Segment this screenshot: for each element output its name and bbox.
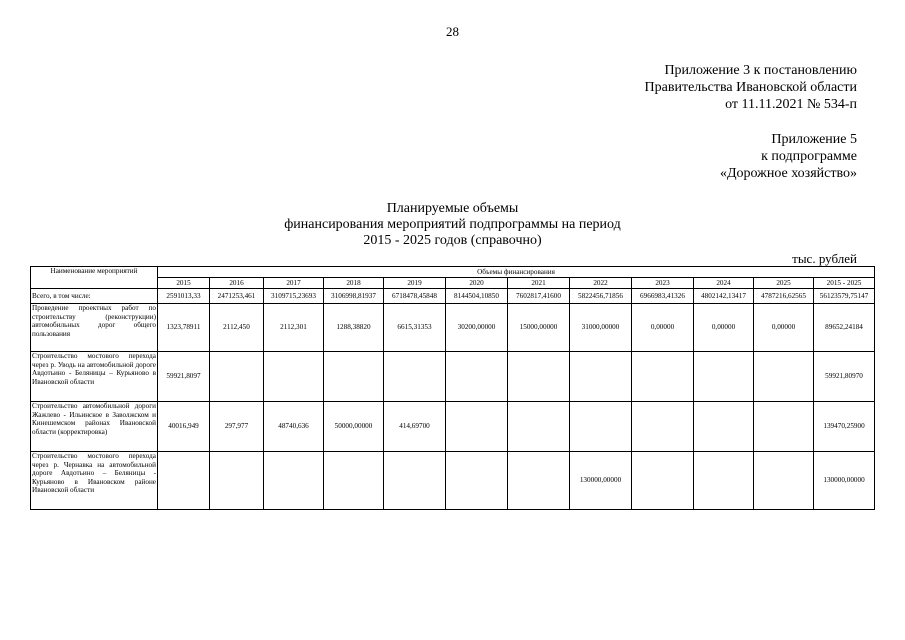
appendix-3-line-1: Приложение 3 к постановлению [664, 63, 857, 78]
value-cell: 2112,301 [264, 304, 324, 352]
value-cell: 15000,00000 [508, 304, 570, 352]
document-title [0, 201, 905, 249]
title-line-2: финансирования мероприятий подпрограммы на период [284, 217, 621, 232]
value-cell [508, 402, 570, 452]
value-cell: 7602817,41600 [508, 289, 570, 304]
value-cell [446, 402, 508, 452]
value-cell: 5822456,71856 [570, 289, 632, 304]
appendix-5-line-2: к подпрограмме [761, 149, 857, 164]
value-cell [264, 452, 324, 510]
appendix-5-header [720, 131, 857, 182]
year-header: 2021 [508, 278, 570, 289]
value-cell: 59921,8097 [158, 352, 210, 402]
event-name-cell: Строительство мостового перехода через р. Чернавка на автомобильной дороге Авдотьино – Беляницы - Курьяново в Ивановском районе Ивановской области [31, 452, 158, 510]
year-header: 2020 [446, 278, 508, 289]
value-cell [446, 352, 508, 402]
year-header: 2023 [632, 278, 694, 289]
year-header: 2015 - 2025 [814, 278, 875, 289]
value-cell [264, 352, 324, 402]
value-cell: 130000,00000 [570, 452, 632, 510]
value-cell [754, 402, 814, 452]
value-cell: 130000,00000 [814, 452, 875, 510]
value-cell [508, 352, 570, 402]
year-header: 2022 [570, 278, 632, 289]
value-cell: 8144504,10850 [446, 289, 508, 304]
value-cell [754, 452, 814, 510]
appendix-5-line-1: Приложение 5 [771, 132, 857, 147]
value-cell: 0,00000 [754, 304, 814, 352]
year-header: 2016 [210, 278, 264, 289]
units-label: тыс. рублей [792, 251, 857, 266]
table-row [31, 304, 875, 352]
title-line-3: 2015 - 2025 годов (справочно) [363, 233, 542, 248]
financing-table [30, 266, 875, 510]
value-cell [210, 452, 264, 510]
value-cell: 4787216,62565 [754, 289, 814, 304]
value-cell: 56123579,75147 [814, 289, 875, 304]
value-cell: 48740,636 [264, 402, 324, 452]
value-cell [324, 352, 384, 402]
name-column-header: Наименование мероприятий [31, 267, 158, 289]
event-name-cell: Строительство автомобильной дороги Жажлево - Ильинское в Заволжском и Кинешемском районах Ивановской области (корректировка) [31, 402, 158, 452]
value-cell [632, 452, 694, 510]
value-cell: 50000,00000 [324, 402, 384, 452]
financing-group-header: Объемы финансирования [158, 267, 875, 278]
value-cell [694, 352, 754, 402]
year-header: 2019 [384, 278, 446, 289]
value-cell [694, 452, 754, 510]
year-header: 2024 [694, 278, 754, 289]
table-row [31, 452, 875, 510]
value-cell: 4802142,13417 [694, 289, 754, 304]
value-cell: 89652,24184 [814, 304, 875, 352]
year-header: 2018 [324, 278, 384, 289]
value-cell: 59921,80970 [814, 352, 875, 402]
value-cell: 40016,949 [158, 402, 210, 452]
value-cell: 2591013,33 [158, 289, 210, 304]
value-cell [158, 452, 210, 510]
value-cell [324, 452, 384, 510]
event-name-cell: Всего, в том числе: [31, 289, 158, 304]
table-row [31, 352, 875, 402]
appendix-5-line-3: «Дорожное хозяйство» [719, 166, 857, 181]
appendix-3-line-2: Правительства Ивановской области [644, 80, 857, 95]
title-line-1: Планируемые объемы [386, 201, 519, 216]
year-header: 2025 [754, 278, 814, 289]
value-cell: 3109715,23693 [264, 289, 324, 304]
value-cell: 414,69700 [384, 402, 446, 452]
page-number: 28 [446, 24, 459, 39]
event-name-cell: Проведение проектных работ по строительству (реконструкции) автомобильных дорог общего пользования [31, 304, 158, 352]
value-cell [694, 402, 754, 452]
event-name-cell: Строительство мостового перехода через р. Уводь на автомобильной дороге Авдотьино - Беляницы – Курьяново в Ивановской области [31, 352, 158, 402]
appendix-3-line-3: от 11.11.2021 № 534-п [725, 97, 857, 112]
value-cell: 2112,450 [210, 304, 264, 352]
value-cell: 1288,38820 [324, 304, 384, 352]
value-cell: 3106998,81937 [324, 289, 384, 304]
value-cell: 139470,25900 [814, 402, 875, 452]
value-cell: 2471253,461 [210, 289, 264, 304]
value-cell [384, 452, 446, 510]
value-cell: 6966983,41326 [632, 289, 694, 304]
year-header: 2017 [264, 278, 324, 289]
value-cell [570, 352, 632, 402]
value-cell [384, 352, 446, 402]
value-cell: 1323,78911 [158, 304, 210, 352]
value-cell [508, 452, 570, 510]
value-cell: 0,00000 [694, 304, 754, 352]
value-cell [632, 402, 694, 452]
table-row [31, 289, 875, 304]
value-cell [754, 352, 814, 402]
year-header: 2015 [158, 278, 210, 289]
value-cell: 6718478,45848 [384, 289, 446, 304]
value-cell: 30200,00000 [446, 304, 508, 352]
value-cell: 31000,00000 [570, 304, 632, 352]
appendix-3-header [645, 62, 857, 113]
value-cell [446, 452, 508, 510]
value-cell [570, 402, 632, 452]
value-cell: 6615,31353 [384, 304, 446, 352]
table-row [31, 402, 875, 452]
value-cell: 0,00000 [632, 304, 694, 352]
value-cell [210, 352, 264, 402]
value-cell [632, 352, 694, 402]
value-cell: 297,977 [210, 402, 264, 452]
